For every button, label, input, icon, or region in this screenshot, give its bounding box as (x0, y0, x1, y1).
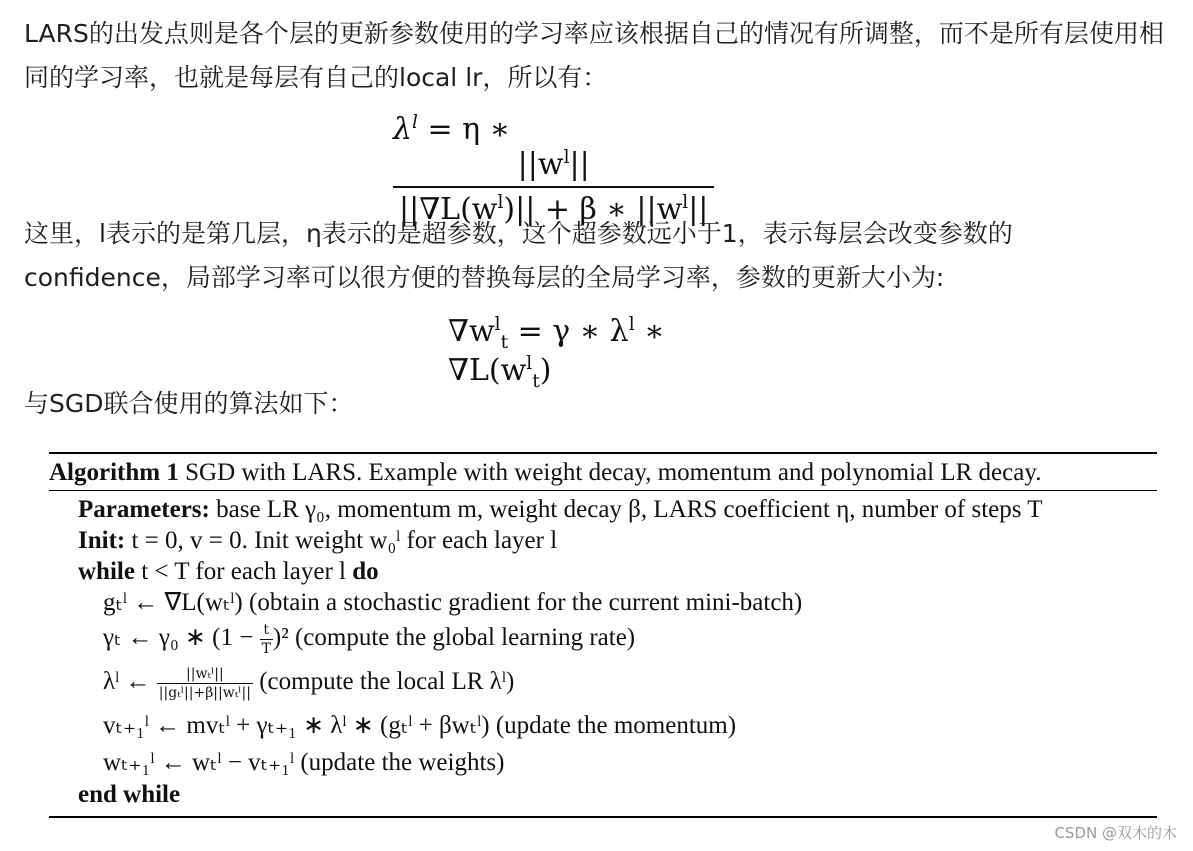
update-formula: $\nabla w^l_t = \gamma$ ∗ $\lambda^l$ ∗ $\nabla L(w^l_t)$ (448, 314, 665, 392)
algorithm-step-weights: wₜ₊₁ˡ ← wₜˡ − vₜ₊₁ˡ (update the weights) (103, 749, 505, 776)
algorithm-step-global-lr: γₜ ← γ₀ ∗ (1 − $\frac{t}{T}$ )² (compute the global learning rate) (103, 622, 636, 657)
csdn-watermark: CSDN @双木的木 (1054, 824, 1177, 842)
algorithm-title: Algorithm 1 SGD with LARS. Example with weight decay, momentum and polynomial LR decay. (49, 456, 1157, 491)
local-lr-formula (393, 112, 813, 227)
formula1-denominator: $||\nabla L(w^l)|| + \beta$ ∗ $||w^l||$ (399, 192, 709, 227)
intro-paragraph: LARS的出发点则是各个层的更新参数使用的学习率应该根据自己的情况有所调整，而不是所有层使用相同的学习率，也就是每层有自己的local lr，所以有： (24, 19, 1164, 92)
algorithm-parameters: Parameters: base LR γ₀, momentum m, weight decay β, LARS coefficient η, number of steps T (78, 496, 1043, 523)
algorithm-init: Init: t = 0, v = 0. Init weight w₀ˡ for each layer l (78, 527, 558, 554)
algorithm-while: while t < T for each layer l do (78, 558, 379, 585)
algorithm-step-momentum: vₜ₊₁ˡ ← mvₜˡ + γₜ₊₁ ∗ λˡ ∗ (gₜˡ + βwₜˡ) (update the momentum) (103, 712, 737, 739)
explanation-paragraph: 这里，l表示的是第几层，η表示的是超参数，这个超参数远小于1，表示每层会改变参数的confidence，局部学习率可以很方便的替换每层的全局学习率，参数的更新大小为: (24, 219, 1013, 292)
algorithm-block (49, 452, 1157, 818)
formula1-eq: = η ∗ (417, 112, 511, 147)
sgd-intro-paragraph: 与SGD联合使用的算法如下： (24, 389, 354, 418)
algorithm-end-while: end while (78, 781, 181, 808)
algorithm-step-gradient: gₜˡ ← ∇L(wₜˡ) (obtain a stochastic gradient for the current mini-batch) (103, 589, 803, 616)
formula1-numerator: $||w^l||$ (393, 147, 714, 188)
algorithm-step-local-lr: λˡ ← $\frac{\text{||wₜˡ||}}{\text{||gₜˡ||+β||wₜˡ||}}$ (compute the local LR λˡ) (103, 666, 515, 701)
formula1-lhs: $\lambda^l$ (393, 112, 418, 147)
